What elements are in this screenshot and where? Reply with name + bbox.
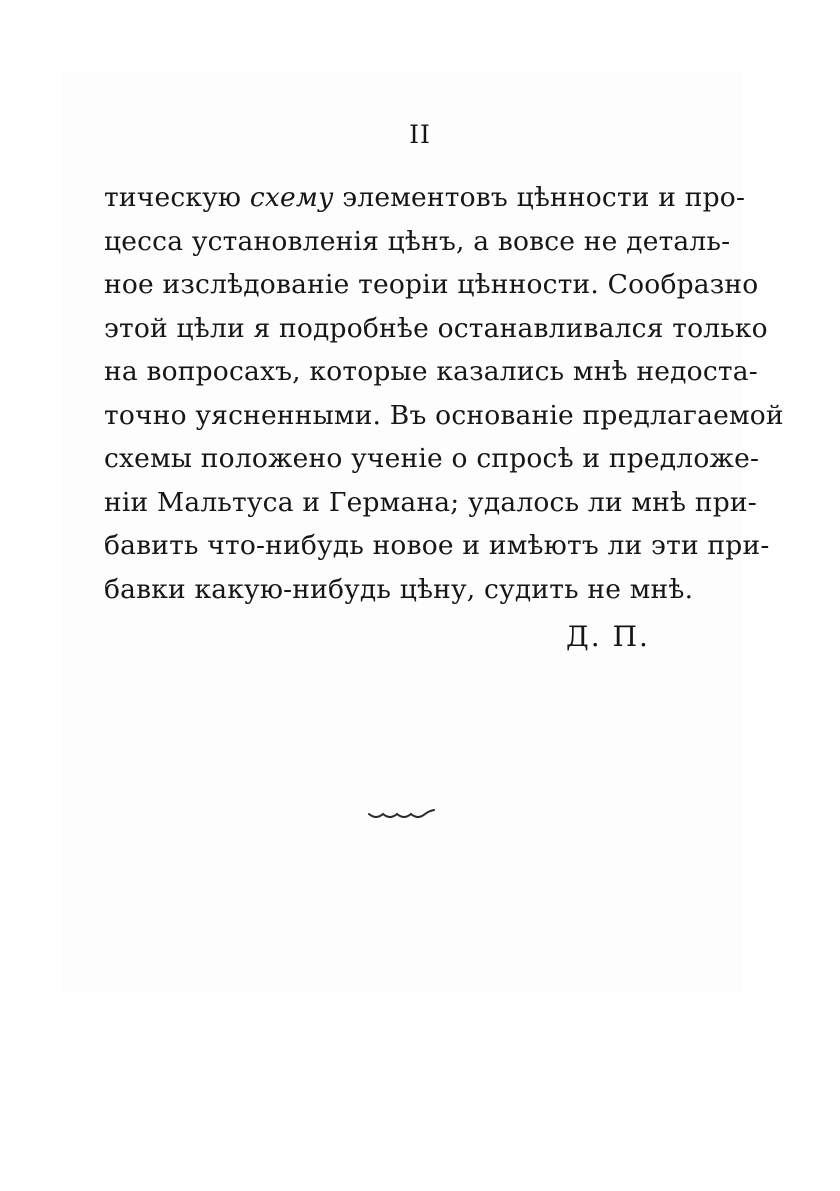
text-line: ное изслѣдованіе теоріи цѣнности. Сообразно bbox=[104, 269, 759, 300]
text-line: точно уясненными. Въ основаніе предлагаемой bbox=[104, 399, 784, 431]
page-number: II bbox=[409, 120, 431, 149]
text-line-1 bbox=[104, 176, 746, 220]
text-line-1-start: тическую bbox=[104, 182, 250, 213]
text-line-last: бавки какую-нибудь цѣну, судить не мнѣ. bbox=[104, 573, 694, 605]
text-line: бавить что-нибудь новое и имѣютъ ли эти при- bbox=[104, 530, 770, 561]
text-line-1-end: элементовъ цѣнности и про- bbox=[333, 182, 746, 213]
signature-initials: Д. П. bbox=[566, 620, 650, 653]
text-line: ніи Мальтуса и Германа; удалось ли мнѣ при- bbox=[104, 486, 757, 518]
text-line: схемы положено ученіе о спросѣ и предложе- bbox=[104, 443, 760, 474]
text-line: цесса установленія цѣнъ, а вовсе не деталь- bbox=[104, 225, 731, 257]
text-line: этой цѣли я подробнѣе останавливался только bbox=[104, 312, 768, 344]
text-line: на вопросахъ, которые казались мнѣ недоста- bbox=[104, 356, 758, 387]
emphasized-word: схему bbox=[249, 182, 334, 213]
wave-ornament-icon bbox=[367, 806, 437, 822]
preface-text bbox=[104, 176, 784, 611]
